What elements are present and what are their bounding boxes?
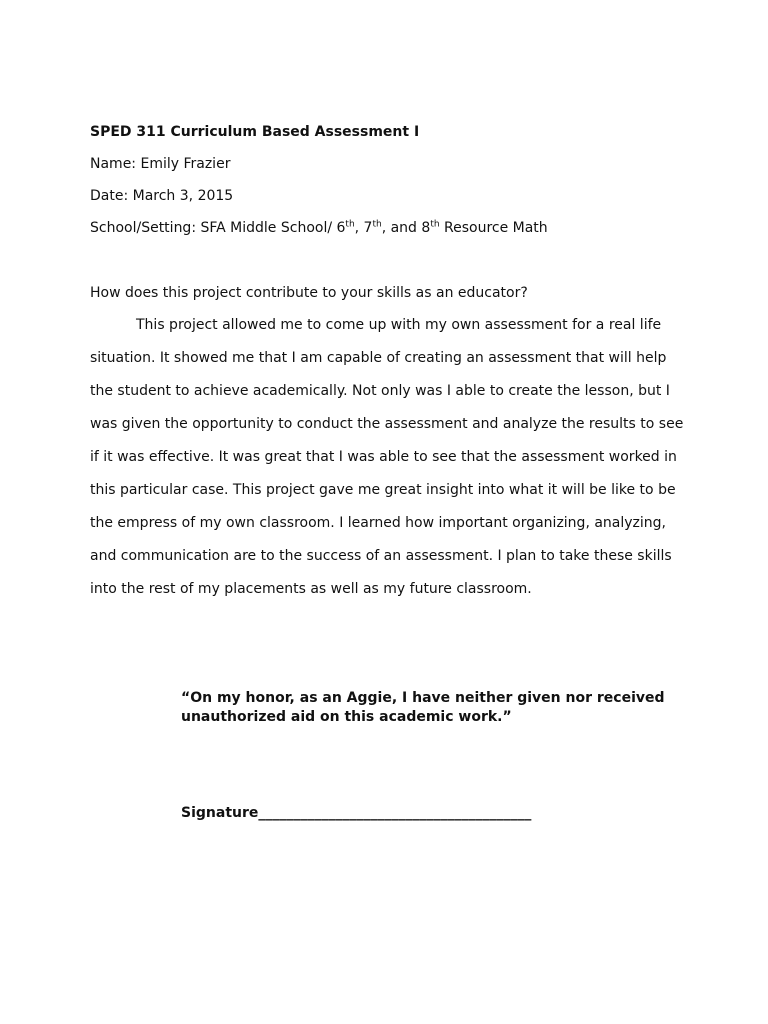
honor-statement-line: unauthorized aid on this academic work.” <box>181 709 512 725</box>
school-setting <box>90 219 548 237</box>
paragraph-line: the student to achieve academically. Not only was I able to create the lesson, but I <box>90 383 670 399</box>
reflection-question: How does this project contribute to your skills as an educator? <box>90 285 528 301</box>
signature-line: Signature_______________________________________ <box>181 805 532 821</box>
paragraph-line: was given the opportunity to conduct the assessment and analyze the results to see <box>90 416 684 432</box>
paragraph-line: if it was effective. It was great that I was able to see that the assessment worked in <box>90 449 677 465</box>
school-text-prefix: School/Setting: SFA Middle School/ 6 <box>90 220 346 236</box>
school-text-suffix: Resource Math <box>439 220 548 236</box>
honor-statement <box>181 689 665 727</box>
document-title: SPED 311 Curriculum Based Assessment I <box>90 124 420 140</box>
school-text-sep1: , 7 <box>354 220 373 236</box>
paragraph-line: situation. It showed me that I am capable of creating an assessment that will help <box>90 350 667 366</box>
grade-8-suffix: th <box>430 219 440 230</box>
document-date: Date: March 3, 2015 <box>90 188 234 204</box>
paragraph-line: This project allowed me to come up with my own assessment for a real life <box>136 317 662 333</box>
paragraph-line: this particular case. This project gave me great insight into what it will be like to be <box>90 482 676 498</box>
student-name: Name: Emily Frazier <box>90 156 231 172</box>
paragraph-line: into the rest of my placements as well as my future classroom. <box>90 581 532 597</box>
paragraph-line: and communication are to the success of an assessment. I plan to take these skills <box>90 548 672 564</box>
school-text-sep2: , and 8 <box>381 220 431 236</box>
grade-7-suffix: th <box>372 219 382 230</box>
honor-statement-line: “On my honor, as an Aggie, I have neither given nor received <box>181 690 665 706</box>
grade-6-suffix: th <box>345 219 355 230</box>
paragraph-line: the empress of my own classroom. I learned how important organizing, analyzing, <box>90 515 666 531</box>
